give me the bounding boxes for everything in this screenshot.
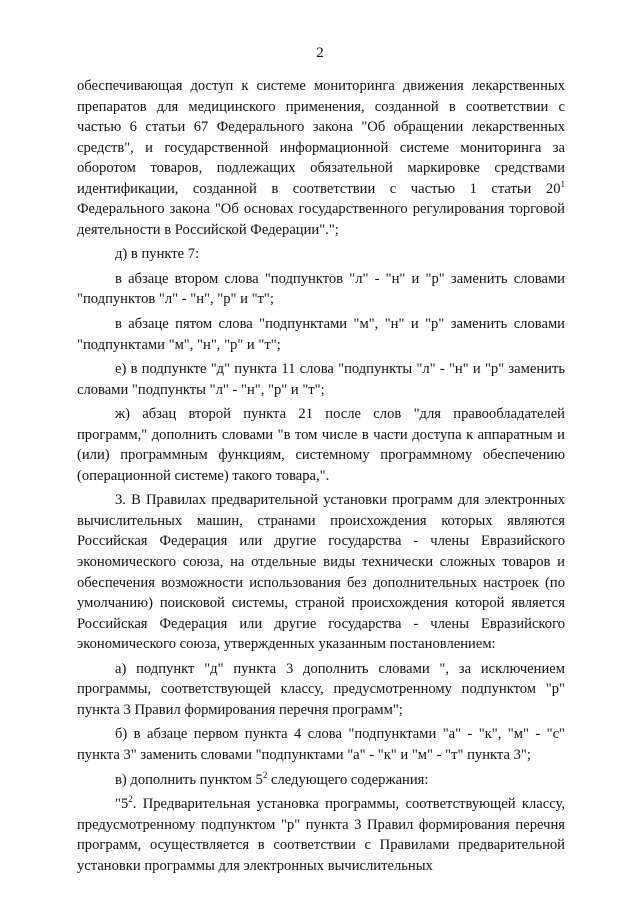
paragraph-2 [77, 269, 565, 310]
paragraph-10-text-a: "5 [115, 796, 129, 813]
paragraph-10-text-b: . Предварительная установка программы, соответствующей классу, предусмотренному подпунктом "р" пункта 3 Правил формирования перечня программ, осуществляется в соответствии с Правилами предварительной установки программы для электронных вычислительных [77, 796, 565, 874]
paragraph-1 [77, 244, 565, 265]
paragraph-8 [77, 724, 565, 765]
paragraph-9-text-b: следующего содержания: [267, 771, 429, 788]
paragraph-9-text-a: в) дополнить пунктом 5 [115, 771, 263, 788]
paragraph-6 [77, 490, 565, 654]
paragraph-9 [77, 770, 565, 791]
paragraph-7 [77, 659, 565, 721]
paragraph-4 [77, 359, 565, 400]
document-body [77, 76, 565, 876]
paragraph-0-superscript: 1 [560, 178, 565, 189]
paragraph-0 [77, 76, 565, 240]
paragraph-4-text: е) в подпункте "д" пункта 11 слова "подпункты "л" - "н" и "р" заменить словами "подпункты "л" - "н", "р" и "т"; [77, 361, 565, 398]
paragraph-5 [77, 404, 565, 486]
paragraph-0-text-a: обеспечивающая доступ к системе мониторинга движения лекарственных препаратов для медицинского применения, созданной в соответствии с частью 6 статьи 67 Федерального закона "Об обращении лекарственных средств", и государственной информационной системе мониторинга за оборотом товаров, подлежащих обязательной маркировке средствами идентификации, созданной в соответствии с частью 1 статьи 20 [77, 78, 565, 197]
paragraph-0-text-b: Федерального закона "Об основах государственного регулирования торговой деятельности в Российской Федерации"."; [77, 201, 565, 238]
paragraph-5-text: ж) абзац второй пункта 21 после слов "для правообладателей программ," дополнить словами "в том числе в части доступа к аппаратным и (или) программным функциям, системному программному обеспечению (операционной системе) такого товара,". [77, 406, 565, 484]
paragraph-3 [77, 314, 565, 355]
paragraph-8-text: б) в абзаце первом пункта 4 слова "подпунктами "а" - "к", "м" - "с" пункта 3" заменить словами "подпунктами "а" - "к" и "м" - "т" пункта 3"; [77, 726, 565, 763]
paragraph-10 [77, 794, 565, 876]
paragraph-9-superscript: 2 [262, 769, 268, 780]
paragraph-2-text: в абзаце втором слова "подпунктов "л" - "н" и "р" заменить словами "подпунктов "л" - "н", "р" и "т"; [77, 270, 565, 308]
page-number: 2 [316, 45, 324, 61]
paragraph-10-superscript: 2 [128, 794, 133, 805]
paragraph-6-text: 3. В Правилах предварительной установки программ для электронных вычислительных машин, странами происхождения которых являются Российская Федерация или другие государства - члены Евразийского экономического союза, на отдельные виды технически сложных товаров и обеспечения возможности использования без дополнительных настроек (по умолчанию) поисковой системы, страной происхождения которой является Российская Федерация или другие государства - члены Евразийского экономического союза, утвержденных указанным постановлением: [77, 492, 565, 653]
paragraph-7-text: а) подпункт "д" пункта 3 дополнить словами ", за исключением программы, соответствующей классу, предусмотренному подпунктом "р" пункта 3 Правил формирования перечня программ"; [77, 660, 565, 718]
paragraph-1-text: д) в пункте 7: [115, 246, 200, 263]
paragraph-3-text: в абзаце пятом слова "подпунктами "м", "н" и "р" заменить словами "подпунктами "м", "н", "р" и "т"; [77, 316, 565, 353]
